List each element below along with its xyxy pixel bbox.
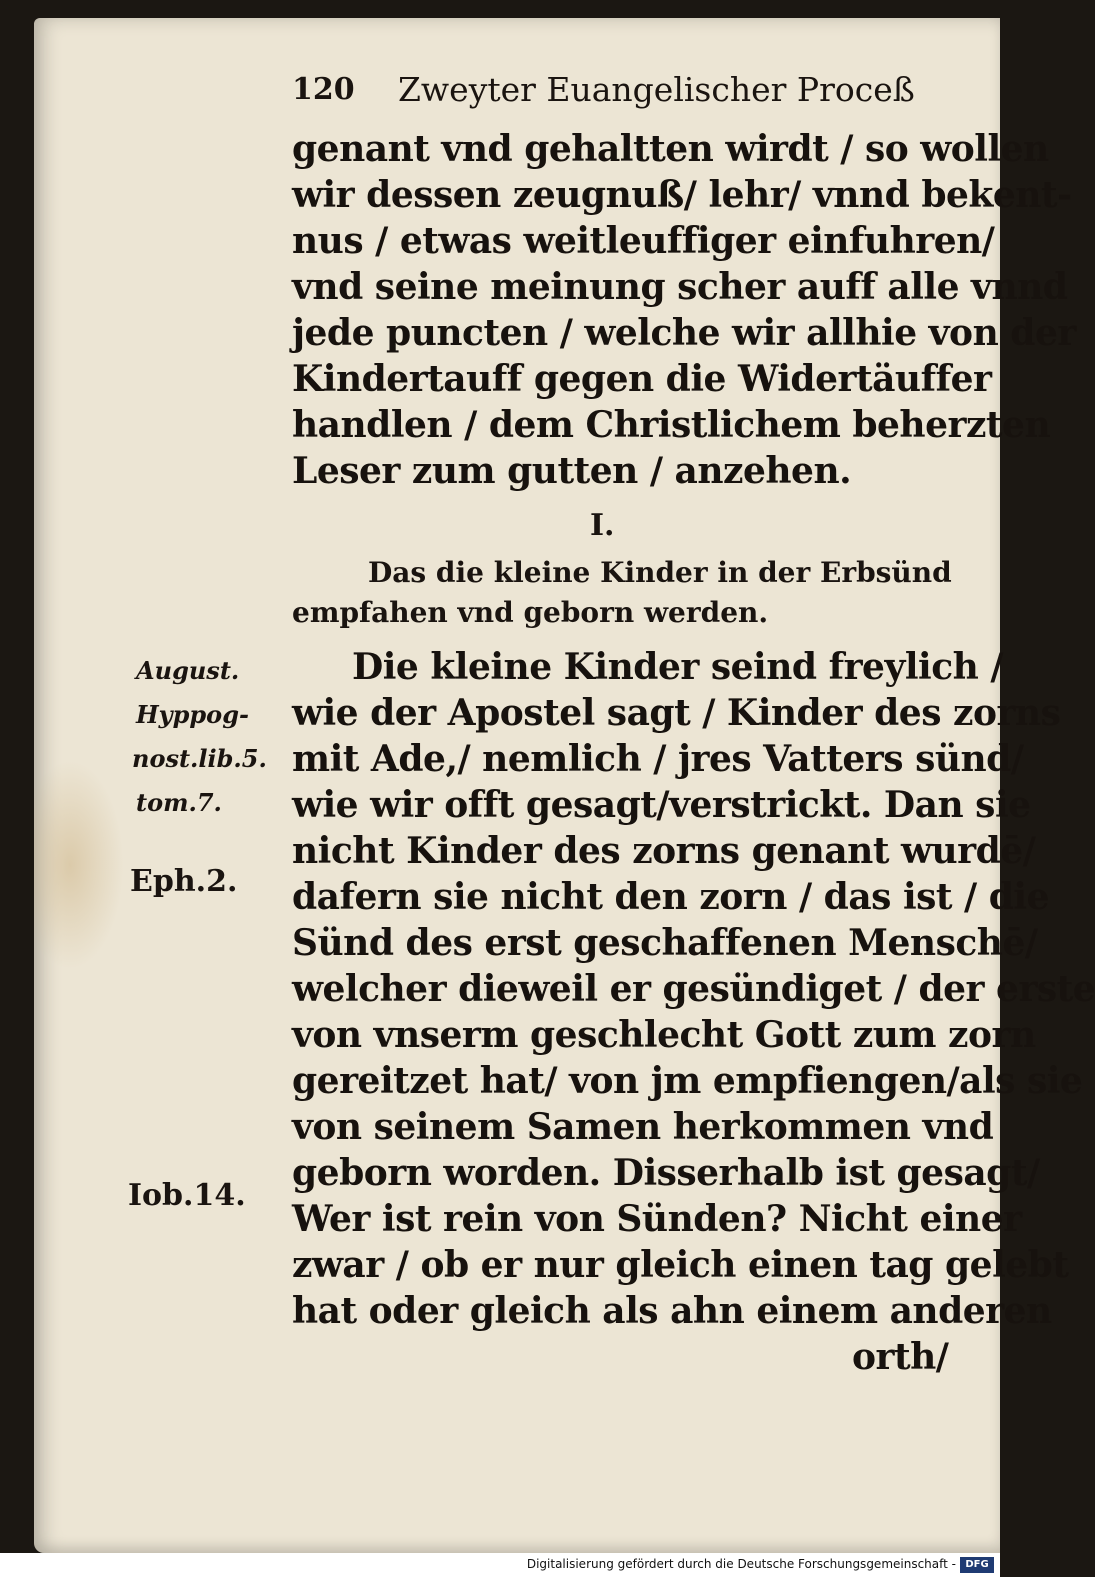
- text-line: von seinem Samen herkommen vnd: [292, 1106, 994, 1148]
- text-line: wie wir offt gesagt/verstrickt. Dan sie: [292, 784, 1031, 826]
- section-number: I.: [590, 508, 615, 543]
- digitization-footer: [0, 1553, 1000, 1577]
- text-line: vnd seine meinung scher auff alle vnnd: [292, 266, 1068, 308]
- margin-note-august: tom.7.: [136, 788, 222, 817]
- page-number: 120: [292, 72, 355, 107]
- margin-note-august: Hyppog-: [136, 700, 249, 729]
- text-line: Kindertauff gegen die Widertäuffer: [292, 358, 992, 400]
- text-line: von vnserm geschlecht Gott zum zorn: [292, 1014, 1036, 1056]
- text-line: Sünd des erst geschaffenen Menschē/: [292, 922, 1038, 964]
- text-line: nus / etwas weitleuffiger einfuhren/: [292, 220, 995, 262]
- text-line: geborn worden. Disserhalb ist gesagt/: [292, 1152, 1040, 1194]
- footer-credit: Digitalisierung gefördert durch die Deutsche Forschungsgemeinschaft -: [526, 1557, 956, 1571]
- paper-stain: [34, 760, 124, 970]
- text-line: wir dessen zeugnuß/ lehr/ vnnd bekent-: [292, 174, 1072, 216]
- text-line: jede puncten / welche wir allhie von der: [292, 312, 1076, 354]
- section-heading-line: Das die kleine Kinder in der Erbsünd: [368, 556, 952, 589]
- running-head: [292, 64, 932, 116]
- margin-note-august: nost.lib.5.: [132, 744, 267, 773]
- text-line: welcher dieweil er gesündiget / der erste: [292, 968, 1095, 1010]
- text-line: gereitzet hat/ von jm empfiengen/als sie: [292, 1060, 1083, 1102]
- text-line: handlen / dem Christlichem beherzten: [292, 404, 1051, 446]
- running-title: Zweyter Euangelischer Proceß: [398, 70, 915, 109]
- text-line: Die kleine Kinder seind freylich /: [352, 646, 1003, 688]
- text-line: hat oder gleich als ahn einem anderen: [292, 1290, 1052, 1332]
- margin-note-job: Iob.14.: [128, 1178, 246, 1213]
- text-line: wie der Apostel sagt / Kinder des zorns: [292, 692, 1061, 734]
- text-line: nicht Kinder des zorns genant wurdē/: [292, 830, 1036, 872]
- section-heading-line: empfahen vnd geborn werden.: [292, 596, 769, 629]
- margin-note-august: August.: [136, 656, 240, 685]
- text-line: zwar / ob er nur gleich einen tag gelebt: [292, 1244, 1069, 1286]
- margin-note-eph: Eph.2.: [130, 864, 238, 899]
- dfg-logo: DFG: [960, 1557, 994, 1573]
- text-line: Leser zum gutten / anzehen.: [292, 450, 852, 492]
- text-line: dafern sie nicht den zorn / das ist / die: [292, 876, 1049, 918]
- text-line: genant vnd gehaltten wirdt / so wollen: [292, 128, 1049, 170]
- text-line: Wer ist rein von Sünden? Nicht einer: [292, 1198, 1022, 1240]
- text-line: mit Ade,/ nemlich / jres Vatters sünd/: [292, 738, 1024, 780]
- catchword: orth/: [852, 1336, 949, 1378]
